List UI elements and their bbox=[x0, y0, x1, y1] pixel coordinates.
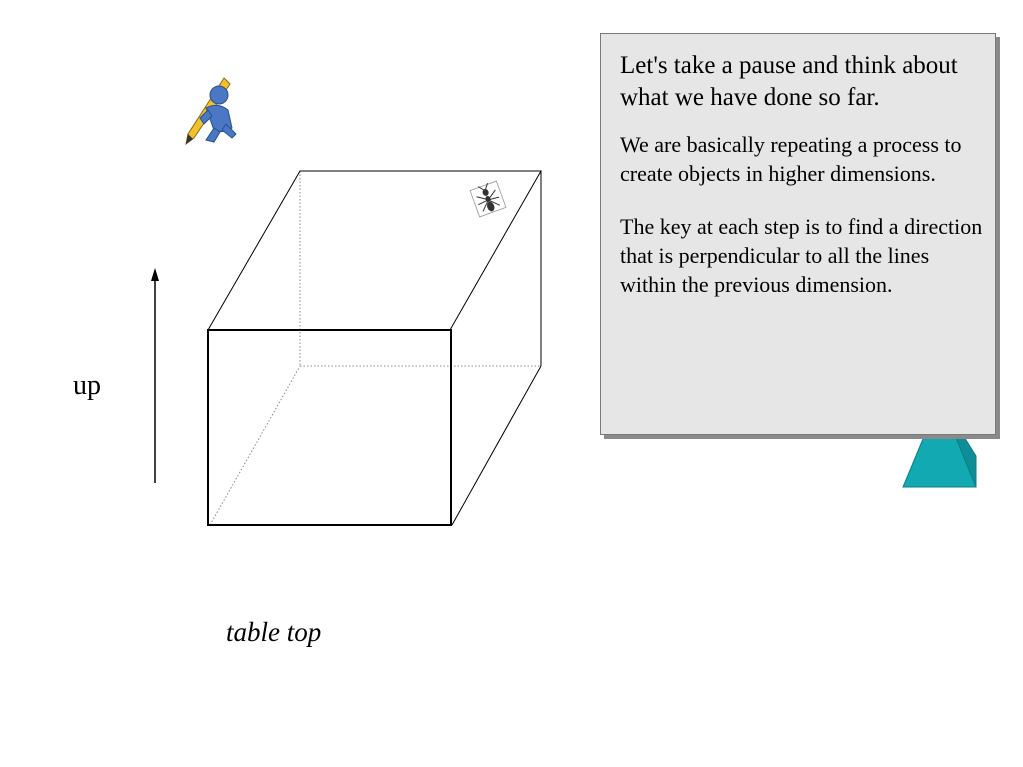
box-right-bottom-edge bbox=[452, 366, 541, 525]
figure-with-pencil-icon bbox=[186, 78, 236, 144]
note-paragraph-1: We are basically repeating a process to create objects in higher dimensions. bbox=[620, 132, 962, 186]
note-paragraph-2: The key at each step is to find a direction that is perpendicular to all the lines within the previous dimension. bbox=[620, 214, 983, 297]
hidden-edge-bottom-diagonal bbox=[210, 366, 300, 525]
note-box bbox=[600, 33, 996, 435]
up-label: up bbox=[73, 370, 101, 401]
box-front-face bbox=[208, 330, 451, 525]
up-arrow bbox=[151, 268, 159, 483]
note-heading: Let's take a pause and think about what we have done so far. bbox=[620, 52, 958, 111]
box-prism bbox=[208, 171, 541, 525]
ant-icon bbox=[470, 180, 506, 217]
table-top-label: table top bbox=[226, 617, 322, 647]
